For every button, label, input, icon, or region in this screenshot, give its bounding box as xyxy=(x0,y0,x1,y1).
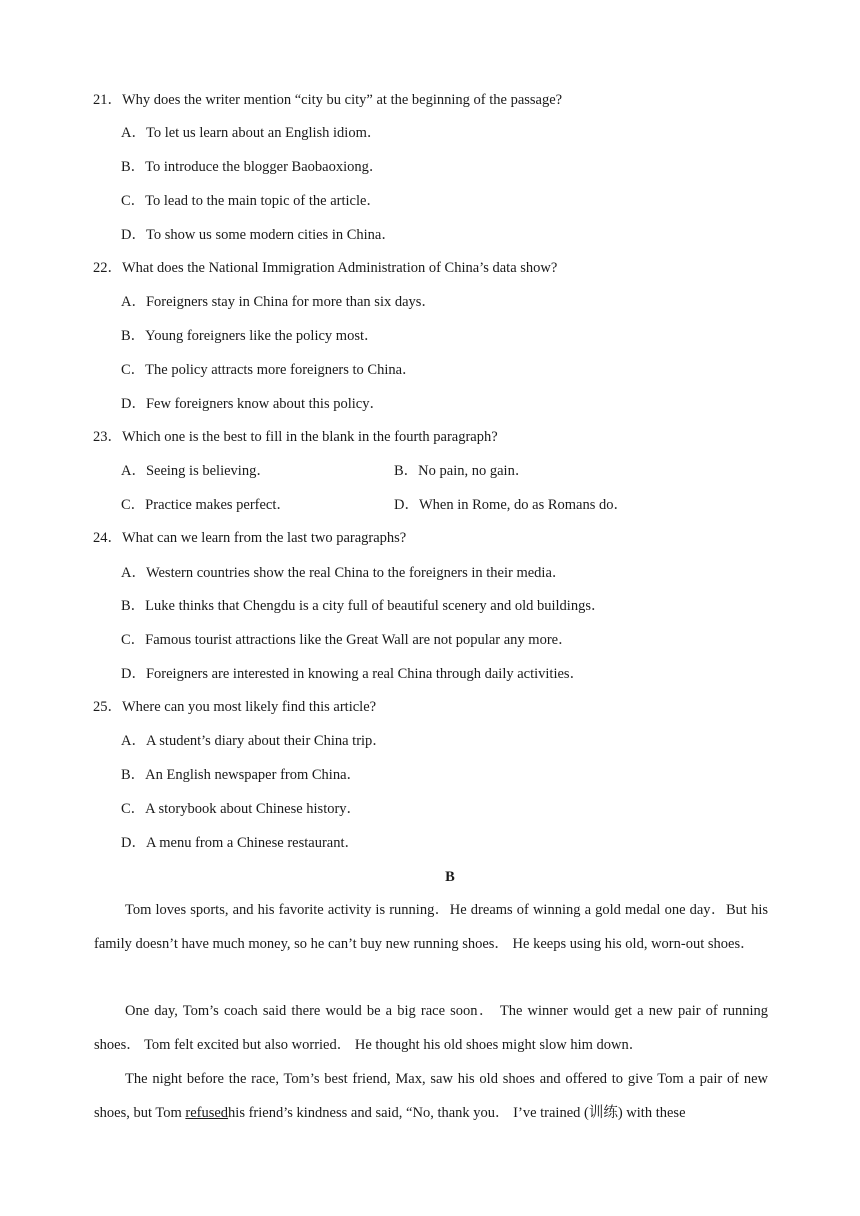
question-25-option-d: D．A menu from a Chinese restaurant． xyxy=(121,835,359,851)
question-24-option-a: A．Western countries show the real China to the foreigners in their media． xyxy=(121,565,567,581)
passage-paragraph-2: One day, Tom’s coach said there would be a big race soon． The winner would get a new pair of running shoes． Tom felt excited but also worried． He thought his old shoes might slow him down． xyxy=(94,1003,768,1053)
passage-paragraph-1: Tom loves sports, and his favorite activity is running．He dreams of winning a gold medal one day．But his family doesn’t have much money, so he can’t buy new running shoes． He keeps using his old, worn-out shoes． xyxy=(94,902,768,952)
question-25-option-c: C．A storybook about Chinese history． xyxy=(121,801,362,817)
passage-paragraph-3-end: his friend’s kindness and said, “No, thank you． I’ve trained (训练) with these xyxy=(228,1104,686,1121)
section-b-heading: B xyxy=(445,869,455,885)
question-21-stem: 21．Why does the writer mention “city bu city” at the beginning of the passage? xyxy=(93,92,563,108)
underlined-word-refused: refused xyxy=(185,1104,229,1121)
question-25-option-b: B．An English newspaper from China． xyxy=(121,767,362,783)
question-23-option-d: D．When in Rome, do as Romans do． xyxy=(394,497,628,513)
question-24-option-b: B．Luke thinks that Chengdu is a city full of beautiful scenery and old buildings． xyxy=(121,598,606,614)
question-24-option-d: D．Foreigners are interested in knowing a real China through daily activities． xyxy=(121,666,585,682)
question-24-stem: 24．What can we learn from the last two paragraphs? xyxy=(93,530,407,546)
question-25-option-a: A．A student’s diary about their China trip． xyxy=(121,733,387,749)
question-23-option-c: C．Practice makes perfect． xyxy=(121,497,291,513)
question-24-option-c: C．Famous tourist attractions like the Great Wall are not popular any more． xyxy=(121,632,573,648)
question-25-stem: 25．Where can you most likely find this article? xyxy=(93,699,377,715)
question-22-option-d: D．Few foreigners know about this policy． xyxy=(121,396,384,412)
question-23-option-b: B．No pain, no gain． xyxy=(394,463,530,479)
question-23-option-a: A．Seeing is believing． xyxy=(121,463,271,479)
passage-paragraph-3-start: The night before the race, Tom’s best friend, Max, saw his old shoes and offered to give Tom a pair of new shoes, but Tom xyxy=(94,1071,768,1121)
question-21-option-b: B．To introduce the blogger Baobaoxiong． xyxy=(121,159,384,175)
question-21-option-c: C．To lead to the main topic of the article． xyxy=(121,193,381,209)
question-21-option-a: A．To let us learn about an English idiom． xyxy=(121,125,382,141)
question-23-stem: 23．Which one is the best to fill in the blank in the fourth paragraph? xyxy=(93,429,498,445)
question-22-option-a: A．Foreigners stay in China for more than six days． xyxy=(121,294,436,310)
question-22-stem: 22．What does the National Immigration Administration of China’s data show? xyxy=(93,260,558,276)
question-22-option-b: B．Young foreigners like the policy most． xyxy=(121,328,379,344)
question-22-option-c: C．The policy attracts more foreigners to China． xyxy=(121,362,417,378)
passage-paragraph-3 xyxy=(94,1063,768,1130)
question-21-option-d: D．To show us some modern cities in China． xyxy=(121,227,396,243)
